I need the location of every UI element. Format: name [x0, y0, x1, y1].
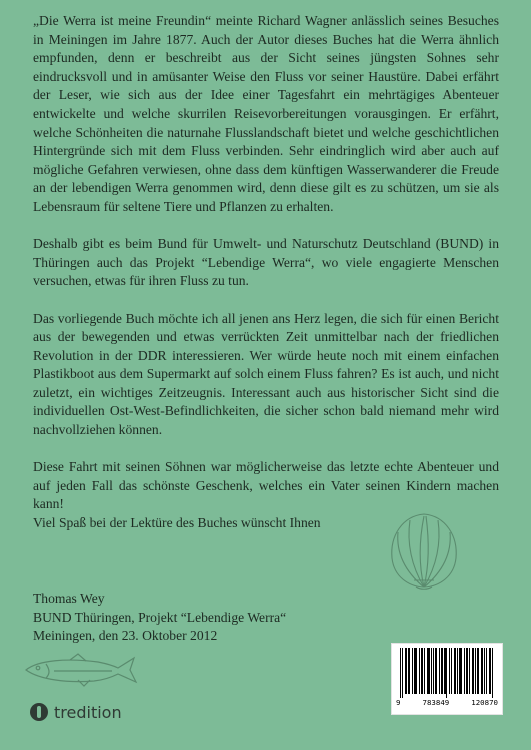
barcode-digits-right: 120870: [471, 698, 498, 707]
tredition-logo-icon: [30, 703, 48, 721]
signature-organization: BUND Thüringen, Projekt “Lebendige Werra“: [33, 609, 287, 625]
paragraph-adventure: Diese Fahrt mit seinen Söhnen war möglicherweise das letzte echte Abenteuer und auf jeden Fall das schönste Geschenk, welches ein Vater seinen Kindern machen kann!: [33, 459, 499, 512]
paragraph-intro: „Die Werra ist meine Freundin“ meinte Richard Wagner anlässlich seines Besuches in Meiningen im Jahre 1877. Auch der Autor dieses Buches hat die Werra ähnlich empfunden, denn er beschreibt aus der Sicht seines jüngsten Sohnes sehr eindrucksvoll und in amüsanter Weise den Fluss vor seiner Haustüre. Dabei erfährt der Leser, wie sich aus der Idee einer Tagesfahrt ein mehrtägiges Abenteuer entwickelte und welche skurrilen Reisevorbereitungen vorausgingen. Er erfährt, welche Schönheiten die naturnahe Flusslandschaft bietet und welche geschichtlichen Hintergründe sich mit dem Fluss verbinden. Sehr eindringlich wird aber auch auf mögliche Gefahren verwiesen, ohne dass dem künftigen Wasserwanderer die Freude an der lebendigen Werra genommen wird, denn diese gilt es zu schützen, um sie als Lebensraum für seltene Tiere und Pflanzen zu erhalten.: [33, 13, 499, 214]
publisher-logo: [30, 701, 122, 723]
barcode-digits: [394, 698, 500, 707]
signature-place-date: Meiningen, den 23. Oktober 2012: [33, 628, 218, 644]
blurb-text: [33, 12, 499, 551]
paragraph-recommendation: Das vorliegende Buch möchte ich all jenen ans Herz legen, die sich für einen Bericht aus der bewegenden und etwas verrückten Zeit unmittelbar nach der friedlichen Revolution in der DDR interessieren. Wer würde heute noch mit einem einfachen Plastikboot aus dem Supermarkt auf solch einem Fluss fahren? Es ist auch, und nicht zuletzt, ein wichtiges Zeitzeugnis. Interessant auch aus historischer Sicht sind die individuellen Ost-West-Befindlichkeiten, die sicher schon bald niemand mehr wird nachvollziehen können.: [33, 310, 499, 438]
barcode-digit-first: 9: [396, 698, 401, 707]
publisher-name: tredition: [54, 702, 122, 722]
paragraph-closing: Viel Spaß bei der Lektüre des Buches wünscht Ihnen: [33, 515, 321, 531]
fish-illustration-icon: [20, 650, 140, 690]
barcode-digits-left: 783849: [422, 698, 450, 707]
signature-block: [33, 590, 286, 646]
paragraph-bund: Deshalb gibt es beim Bund für Umwelt- und Naturschutz Deutschland (BUND) in Thüringen auch das Projekt “Lebendige Werra“, wo viele engagierte Menschen versuchen, etwas für ihren Fluss zu tun.: [33, 236, 499, 289]
isbn-barcode: [391, 643, 503, 715]
signature-name: Thomas Wey: [33, 591, 105, 606]
shell-illustration-icon: [388, 510, 460, 592]
barcode-bars: [400, 648, 494, 698]
